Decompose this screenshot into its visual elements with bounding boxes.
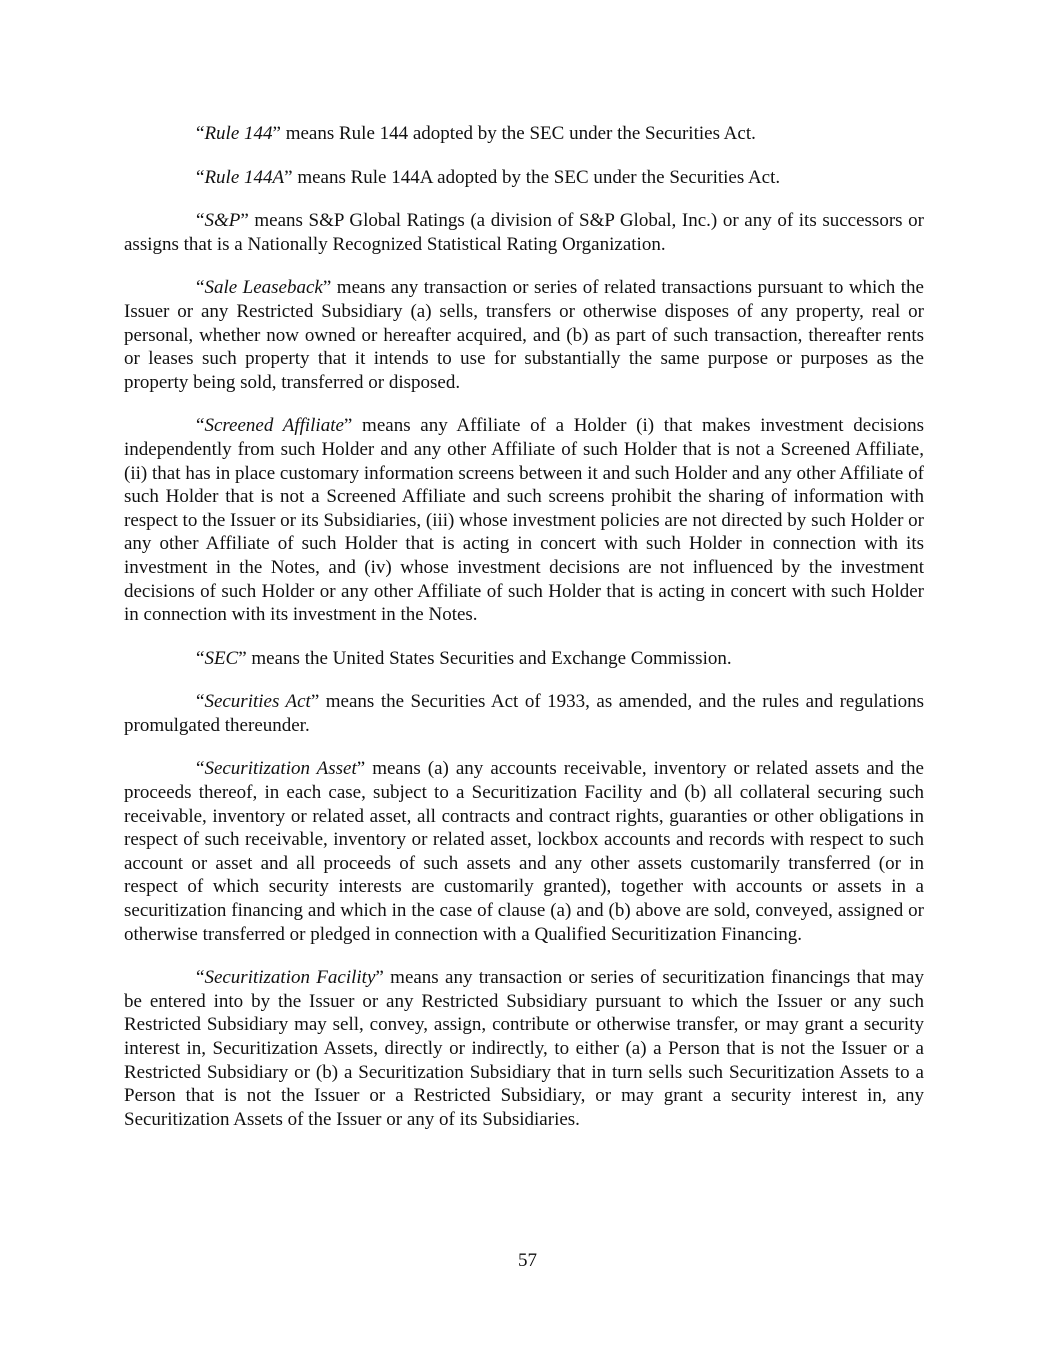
defined-term: Rule 144A (204, 166, 285, 188)
definition-sec (124, 647, 924, 671)
definition-rule-144 (124, 122, 924, 146)
open-quote: “ (196, 166, 205, 188)
defined-term: S&P (204, 210, 241, 232)
definition-securities-act (124, 690, 924, 737)
definition-securitization-facility (124, 966, 924, 1131)
document-body (124, 122, 924, 1151)
open-quote: “ (196, 758, 205, 780)
defined-term: SEC (204, 647, 239, 669)
open-quote: “ (196, 210, 205, 232)
definition-text: means Rule 144A adopted by the SEC under the Securities Act. (292, 166, 781, 188)
definition-text: means the United States Securities and Exchange Commission. (246, 647, 732, 669)
open-quote: “ (196, 415, 205, 437)
definition-text: means any Affiliate of a Holder (i) that makes investment decisions independently from such Holder and any other Affiliate of such Holder that is not a Screened Affiliate, (ii) that has in place customary information screens between it and such Holder and any other Affiliate of such Holder that is not a Screened Affiliate and such screens prohibit the sharing of information with respect to the Issuer or its Subsidiaries, (iii) whose investment policies are not directed by such Holder or any other Affiliate of such Holder that is acting in concert with such Holder in connection with its investment in the Notes, and (iv) whose investment decisions are not influenced by the investment decisions of such Holder or any other Affiliate of such Holder that is acting in concert with such Holder in connection with its investment in the Notes. (124, 415, 924, 626)
defined-term: Securitization Asset (204, 758, 357, 780)
open-quote: “ (196, 967, 205, 989)
definition-text: means any transaction or series of securitization financings that may be entered into by the Issuer or any Restricted Subsidiary pursuant to which the Issuer or any such Restricted Subsidiary may sell, convey, assign, contribute or otherwise transfer, or may grant a security interest in, Securitization Assets, directly or indirectly, to either (a) a Person that is not the Issuer or a Restricted Subsidiary or (b) a Securitization Subsidiary that in turn sells such Securitization Assets to a Person that is not the Issuer or a Restricted Subsidiary, or may grant a security interest in, any Securitization Assets of the Issuer or any of its Subsidiaries. (124, 967, 924, 1130)
close-quote: ” (356, 758, 366, 780)
close-quote: ” (322, 277, 332, 299)
definition-s-and-p (124, 209, 924, 256)
close-quote: ” (375, 967, 384, 989)
open-quote: “ (196, 123, 205, 144)
definition-sale-leaseback (124, 276, 924, 394)
close-quote: ” (238, 647, 247, 669)
defined-term: Sale Leaseback (204, 277, 323, 299)
close-quote: ” (284, 166, 293, 188)
defined-term: Screened Affiliate (204, 415, 344, 437)
close-quote: ” (343, 415, 353, 437)
definition-text: means the Securities Act of 1933, as amended, and the rules and regulations promulgated thereunder. (124, 691, 924, 736)
defined-term: Securities Act (204, 691, 311, 713)
definition-rule-144a (124, 166, 924, 190)
close-quote: ” (310, 691, 320, 713)
page-number: 57 (518, 1250, 537, 1271)
definition-text: means Rule 144 adopted by the SEC under the Securities Act. (280, 123, 756, 144)
defined-term: Securitization Facility (204, 967, 376, 989)
open-quote: “ (196, 691, 205, 713)
definition-screened-affiliate (124, 414, 924, 626)
defined-term: Rule 144 (204, 123, 273, 144)
open-quote: “ (196, 277, 205, 299)
definition-text: means S&P Global Ratings (a division of S&P Global, Inc.) or any of its successors or assigns that is a Nationally Recognized Statistical Rating Organization. (124, 210, 924, 255)
close-quote: ” (240, 210, 249, 232)
definition-securitization-asset (124, 757, 924, 946)
definition-text: means (a) any accounts receivable, inventory or related assets and the proceeds thereof, in each case, subject to a Securitization Facility and (b) all collateral securing such receivable, inventory or related asset, all contracts and contract rights, guaranties or other obligations in respect of such receivable, inventory or related asset, lockbox accounts and records with respect to such account or asset and all proceeds of such assets and any other assets customarily transferred (or in respect of which security interests are customarily granted), together with accounts or assets in a securitization financing and which in the case of clause (a) and (b) above are sold, conveyed, assigned or otherwise transferred or pledged in connection with a Qualified Securitization Financing. (124, 758, 924, 945)
open-quote: “ (196, 647, 205, 669)
definition-text: means any transaction or series of related transactions pursuant to which the Issuer or any Restricted Subsidiary (a) sells, transfers or otherwise disposes of any property, real or personal, whether now owned or hereafter acquired, and (b) as part of such transaction, thereafter rents or leases such property that it intends to use for substantially the same purpose or purposes as the property being sold, transferred or disposed. (124, 277, 924, 393)
close-quote: ” (272, 123, 281, 144)
